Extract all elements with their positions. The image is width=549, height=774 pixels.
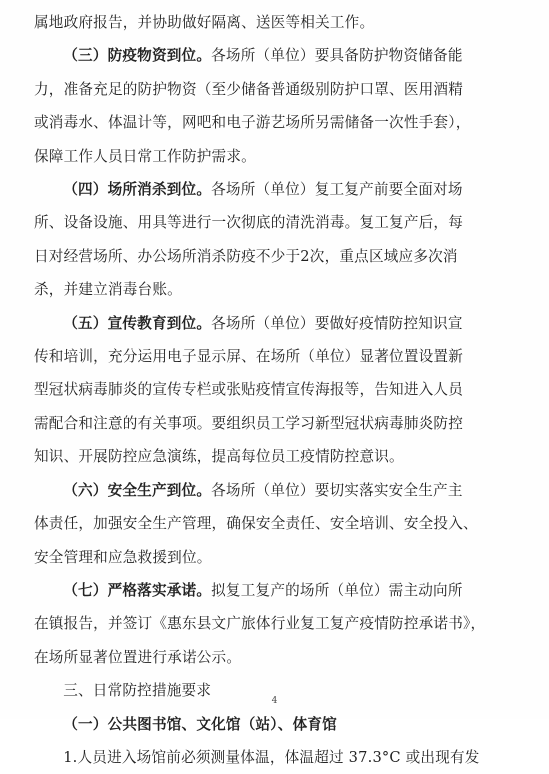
text-line — [34, 307, 512, 340]
paragraph-supplies — [34, 39, 512, 173]
text-line: 杀，并建立消毒台账。 — [34, 281, 182, 299]
text-line: 型冠状病毒肺炎的宣传专栏或张贴疫情宣传海报等，告知进入人员 — [34, 381, 464, 399]
document-body — [34, 6, 512, 774]
subsection-title — [34, 708, 512, 741]
text-line — [34, 474, 512, 507]
paragraph-disinfection — [34, 173, 512, 307]
text-line: 三、日常防控措施要求 — [63, 682, 212, 700]
text-line: 传和培训，充分运用电子显示屏、在场所（单位）显著位置设置新 — [34, 348, 464, 366]
text-line: 1.人员进入场馆前必须测量体温，体温超过 37.3°C 或出现有发 — [63, 748, 480, 766]
section-heading: （五）宣传教育到位。 — [63, 314, 212, 332]
paragraph-commitment — [34, 574, 512, 674]
text-line: 体责任，加强安全生产管理，确保安全责任、安全培训、安全投入、 — [34, 515, 478, 533]
paragraph-education — [34, 307, 512, 474]
paragraph-safety — [34, 474, 512, 574]
section-heading: （四）场所消杀到位。 — [63, 181, 212, 199]
section-heading: （六）安全生产到位。 — [63, 481, 212, 499]
text-line: 日对经营场所、办公场所消杀防疫不少于2次，重点区域应多次消 — [34, 247, 458, 265]
text-line: 需配合和注意的有关事项。要组织员工学习新型冠状病毒肺炎防控 — [34, 414, 464, 432]
page-number: 4 — [271, 696, 278, 706]
text-line — [34, 574, 512, 607]
section-heading: （七）严格落实承诺。 — [63, 581, 212, 599]
section-heading: （一）公共图书馆、文化馆（站）、体育馆 — [63, 715, 337, 733]
text-run: 拟复工复产的场所（单位）需主动向所 — [211, 581, 463, 599]
text-line: 或消毒水、体温计等，网吧和电子游艺场所另需储备一次性手套）， — [34, 114, 471, 132]
text-line: 安全管理和应急救援到位。 — [34, 548, 212, 566]
text-line: 保障工作人员日常工作防护需求。 — [34, 147, 256, 165]
text-line — [34, 173, 512, 206]
text-line: 在场所显著位置进行承诺公示。 — [34, 648, 242, 666]
text-line: 知识、开展防控应急演练，提高每位员工疫情防控意识。 — [34, 448, 404, 466]
paragraph-temperature — [34, 741, 512, 774]
text-line — [34, 39, 512, 72]
text-line: 力，准备充足的防护物资（至少储备普通级别防护口罩、医用酒精 — [34, 80, 464, 98]
text-line: 属地政府报告，并协助做好隔离、送医等相关工作。 — [34, 14, 375, 31]
text-run: 各场所（单位）要具备防护物资储备能 — [211, 47, 463, 65]
section-heading: （三）防疫物资到位。 — [63, 47, 212, 65]
text-run: 各场所（单位）要切实落实安全生产主 — [211, 481, 463, 499]
text-line: 在镇报告，并签订《惠东县文广旅体行业复工复产疫情防控承诺书》， — [34, 615, 486, 633]
text-run: 各场所（单位）要做好疫情防控知识宣 — [211, 314, 463, 332]
text-line: 所、设备设施、用具等进行一次彻底的清洗消毒。复工复产后，每 — [34, 214, 464, 232]
paragraph-continuation — [34, 6, 512, 39]
text-run: 各场所（单位）复工复产前要全面对场 — [211, 181, 463, 199]
